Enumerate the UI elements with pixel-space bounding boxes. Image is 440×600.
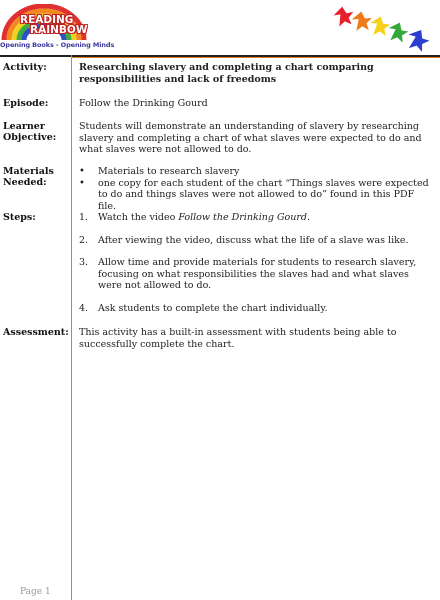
objective-label-line2: Objective: [3, 132, 57, 143]
materials-list-container [79, 166, 435, 212]
logo-wordmark [20, 15, 100, 35]
step-text-post: . [307, 212, 311, 223]
list-item [79, 303, 435, 315]
step-number: 2. [79, 234, 89, 246]
step-text: After viewing the video, discuss what the life of a slave was like. [98, 234, 409, 246]
assessment-label: Assessment: [3, 327, 69, 338]
page-number: Page 1 [20, 587, 51, 597]
step-text: Allow time and provide materials for students to research slavery, focusing on what responsibilities the slaves had and what slaves were not allowed to do. [98, 257, 417, 291]
steps-label: Steps: [3, 212, 36, 223]
step-number: 4. [79, 302, 89, 314]
objective-label-line1: Learner [3, 121, 45, 132]
episode-label: Episode: [3, 98, 49, 109]
activity-label: Activity: [3, 62, 47, 73]
reading-rainbow-logo [0, 4, 115, 52]
materials-label-line2: Needed: [3, 177, 47, 188]
step-text: Ask students to complete the chart individually. [98, 302, 328, 314]
logo-title-line1: READING [20, 14, 74, 26]
logo-title-line2: RAINBOW [30, 24, 88, 36]
step-number: 1. [79, 212, 89, 223]
logo-tagline: Opening Books - Opening Minds [0, 41, 115, 49]
materials-list [79, 166, 435, 212]
step-text-pre: Watch the video [98, 212, 179, 223]
list-item [79, 235, 435, 247]
list-item: • one copy for each student of the chart “Things slaves were expected to do and things slaves were not allowed to do” found in this PDF file. [79, 178, 435, 213]
objective-text: Students will demonstrate an understanding of slavery by researching slavery and completing a chart of what slaves were expected to do and what slaves were not allowed to do. [79, 121, 422, 155]
column-divider [71, 55, 72, 600]
step-number: 3. [79, 257, 89, 268]
materials-label-line1: Materials [3, 166, 54, 177]
assessment-text: This activity has a built-in assessment with students being able to successfully complete the chart. [79, 327, 397, 350]
rainbow-stars-icon [328, 0, 440, 58]
objective-label [3, 121, 56, 143]
activity-text: Researching slavery and completing a chart comparing responsibilities and lack of freedoms [79, 62, 374, 85]
steps-list [79, 212, 435, 314]
episode-title-emphasis: Follow the Drinking Gourd [178, 212, 308, 223]
episode-text: Follow the Drinking Gourd [79, 98, 208, 109]
list-item [79, 212, 435, 224]
list-item: • Materials to research slavery [79, 166, 435, 178]
list-item [79, 257, 435, 292]
header-accent-rule [72, 57, 440, 58]
steps-list-container [79, 212, 435, 325]
materials-label [3, 166, 54, 188]
